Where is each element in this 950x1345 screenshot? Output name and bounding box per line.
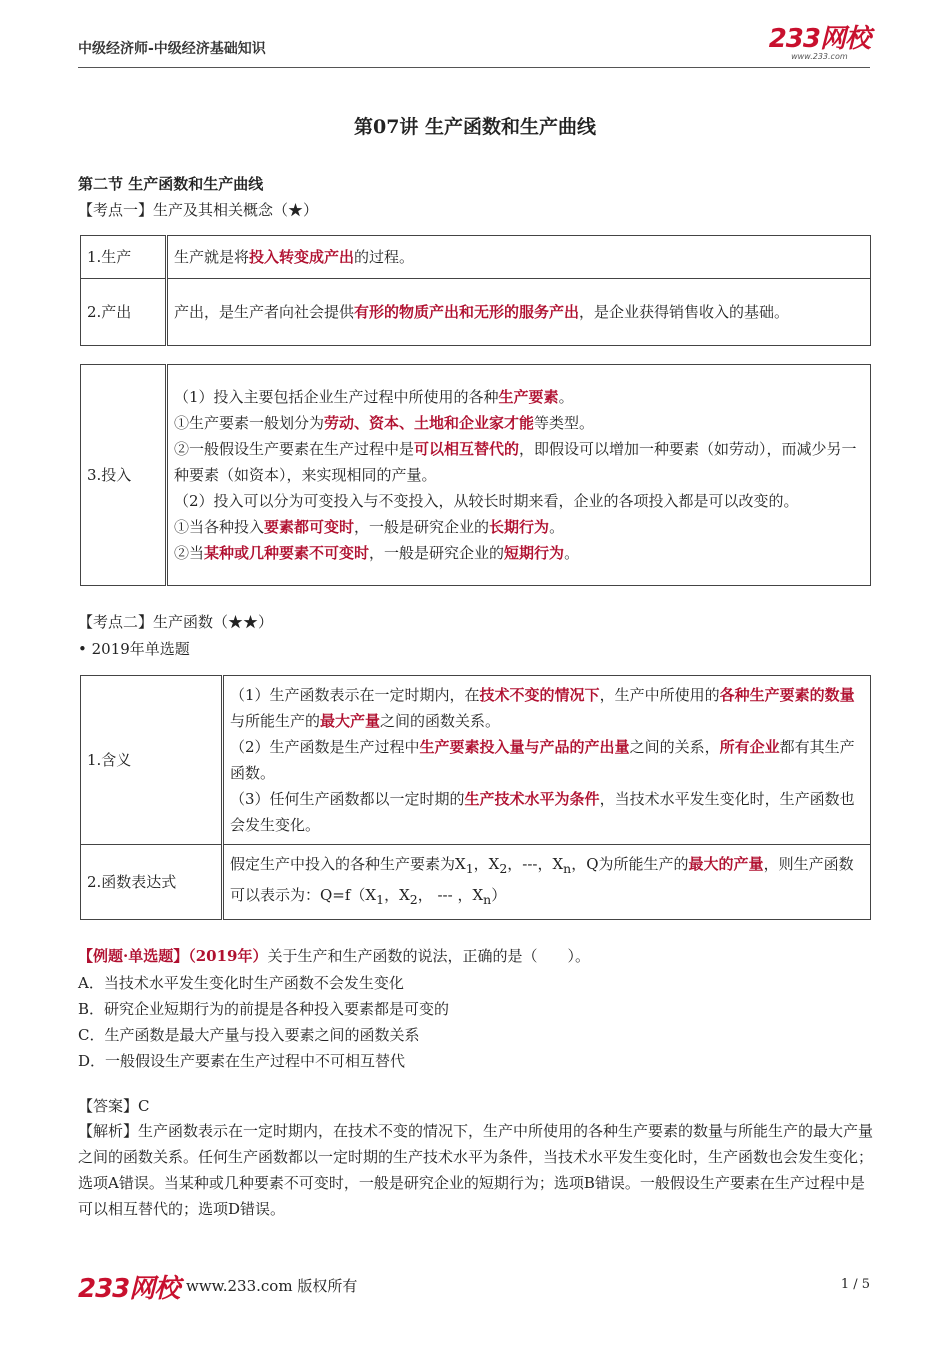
header-divider <box>78 67 870 68</box>
text: ，一般是研究企业的 <box>369 544 505 562</box>
text: ，---，X <box>507 855 564 873</box>
highlight: 生产要素 <box>498 388 559 406</box>
highlight: 短期行为 <box>504 544 565 562</box>
table-row <box>81 279 871 346</box>
subscript: 1 <box>376 892 385 907</box>
text: 等类型。 <box>534 414 595 432</box>
text: ，生产中所使用的 <box>599 686 720 704</box>
input-line-5 <box>174 514 864 540</box>
table-row <box>81 845 871 920</box>
text: ，当技术水平发生变化时，生产函数也会发生变化。 <box>230 790 855 834</box>
text: 。 <box>558 388 574 406</box>
question-tag: 【例题·单选题】 <box>78 947 189 965</box>
highlight: 可以相互替代的 <box>414 440 520 458</box>
highlight: 某种或几种要素不可变时 <box>204 544 370 562</box>
meaning-1 <box>230 682 864 734</box>
text: 。 <box>549 518 565 536</box>
keypoint-2-heading: 【考点二】生产函数（★★） <box>78 613 274 631</box>
highlight: 生产要素投入量与产品的产出量 <box>419 738 630 756</box>
table-production-function <box>80 675 871 920</box>
footer-copyright: www.233.com 版权所有 <box>186 1277 358 1295</box>
row-content <box>223 845 871 920</box>
table-row <box>81 676 871 845</box>
text: ，一般是研究企业的 <box>354 518 490 536</box>
text: ，则生产函数可以表示为：Q=f（X <box>230 855 854 904</box>
option-c: C．生产函数是最大产量与投入要素之间的函数关系 <box>78 1026 420 1044</box>
row-content <box>167 365 871 586</box>
text: 与所能生产的 <box>230 712 321 730</box>
highlight: 最大的产量 <box>688 855 764 873</box>
input-line-3 <box>174 436 864 488</box>
analysis: 【解析】生产函数表示在一定时期内，在技术不变的情况下，生产中所使用的各种生产要素的数量与所能生产的最大产量之间的函数关系。任何生产函数都以一定时期的生产技术水平为条件，当技术水平发生变化时，生产函数也会发生变化；选项A错误。当某种或几种要素不可变时，一般是研究企业的短期行为；选项B错误。一般假设生产要素在生产过程中是可以相互替代的；选项D错误。 <box>78 1122 874 1218</box>
page-title: 第07讲 生产函数和生产曲线 <box>353 116 597 138</box>
input-line-6 <box>174 540 864 566</box>
row-content <box>167 279 871 346</box>
text: ，即假设可以增加一种要素（如劳动），而减少另一种要素（如资本），来实现相同的产量。 <box>174 440 857 484</box>
logo-text: 233网校 <box>768 24 870 54</box>
text: ， --- ，X <box>417 886 484 904</box>
highlight: 长期行为 <box>489 518 550 536</box>
footer-logo: 233网校 <box>78 1274 180 1304</box>
keypoint-1-heading: 【考点一】生产及其相关概念（★） <box>78 201 319 219</box>
text: ，是企业获得销售收入的基础。 <box>579 303 790 321</box>
highlight: 生产技术水平为条件 <box>464 790 600 808</box>
text: ，X <box>473 855 500 873</box>
answer: 【答案】C <box>78 1097 150 1115</box>
table-inputs <box>80 364 871 586</box>
text: （2）生产函数是生产过程中 <box>230 738 420 756</box>
section-heading: 第二节 生产函数和生产曲线 <box>78 175 264 193</box>
option-a: A．当技术水平发生变化时生产函数不会发生变化 <box>78 974 404 992</box>
text: 假定生产中投入的各种生产要素为X <box>230 855 466 873</box>
input-line-4: （2）投入可以分为可变投入与不变投入，从较长时期来看，企业的各项投入都是可以改变的。 <box>174 492 799 510</box>
row-label: 1.生产 <box>81 236 167 279</box>
text: 的过程。 <box>354 248 415 266</box>
page-number: 1 / 5 <box>840 1277 870 1292</box>
subscript: 2 <box>409 892 418 907</box>
row-label: 3.投入 <box>81 365 167 586</box>
row-label: 2.产出 <box>81 279 167 346</box>
text: 产出，是生产者向社会提供 <box>174 303 355 321</box>
subscript: 1 <box>465 861 474 876</box>
meaning-2 <box>230 734 864 786</box>
row-label: 2.函数表达式 <box>81 845 223 920</box>
subscript: n <box>483 892 492 907</box>
text: 。 <box>564 544 580 562</box>
meaning-3 <box>230 786 864 838</box>
text: ，X <box>384 886 410 904</box>
table-row <box>81 236 871 279</box>
highlight: 最大产量 <box>320 712 381 730</box>
table-row <box>81 365 871 586</box>
text: ） <box>491 886 507 904</box>
table-production-concepts <box>80 235 871 346</box>
logo-url: www.233.com <box>791 52 848 61</box>
text: ①当各种投入 <box>174 518 265 536</box>
highlight: 技术不变的情况下 <box>479 686 600 704</box>
text: 之间的关系， <box>629 738 720 756</box>
question-stem <box>78 945 590 966</box>
subscript: 2 <box>499 861 508 876</box>
row-content <box>167 236 871 279</box>
input-line-2 <box>174 410 864 436</box>
text: （3）任何生产函数都以一定时期的 <box>230 790 465 808</box>
text: 都有其生产函数。 <box>230 738 855 782</box>
header-course: 中级经济师-中级经济基础知识 <box>78 41 266 57</box>
text: （1）生产函数表示在一定时期内，在 <box>230 686 480 704</box>
highlight: 有形的物质产出和无形的服务产出 <box>354 303 580 321</box>
question-text: 关于生产和生产函数的说法，正确的是（ ）。 <box>267 947 590 965</box>
text: ，Q为所能生产的 <box>571 855 689 873</box>
highlight: 投入转变成产出 <box>249 248 355 266</box>
row-content <box>223 676 871 845</box>
brand-logo <box>769 26 870 61</box>
text: ②当 <box>174 544 205 562</box>
subscript: n <box>563 861 572 876</box>
highlight: 要素都可变时 <box>264 518 355 536</box>
text: 生产就是将 <box>174 248 250 266</box>
highlight: 所有企业 <box>719 738 780 756</box>
question-year: （2019年） <box>188 947 268 965</box>
option-d: D．一般假设生产要素在生产过程中不可相互替代 <box>78 1052 406 1070</box>
text: （1）投入主要包括企业生产过程中所使用的各种 <box>174 388 499 406</box>
keypoint-2-note: • 2019年单选题 <box>78 640 190 658</box>
text: 之间的函数关系。 <box>380 712 501 730</box>
option-b: B．研究企业短期行为的前提是各种投入要素都是可变的 <box>78 1000 450 1018</box>
text: ①生产要素一般划分为 <box>174 414 325 432</box>
row-label: 1.含义 <box>81 676 223 845</box>
highlight: 各种生产要素的数量 <box>719 686 855 704</box>
text: ②一般假设生产要素在生产过程中是 <box>174 440 415 458</box>
input-line-1 <box>174 384 864 410</box>
highlight: 劳动、资本、土地和企业家才能 <box>324 414 535 432</box>
